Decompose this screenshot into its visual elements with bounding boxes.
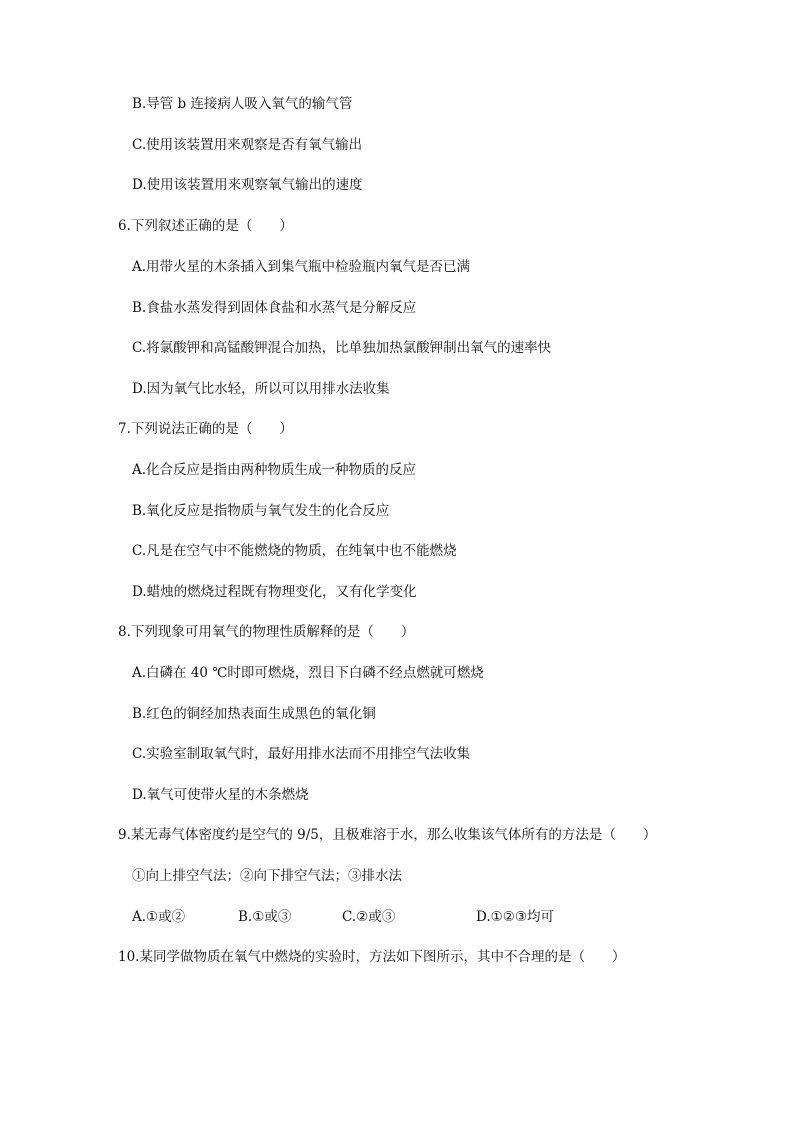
q8-option-b: B.红色的铜经加热表面生成黑色的氧化铜	[132, 706, 376, 722]
q9-stem: 9.某无毒气体密度约是空气的 9/5，且极难溶于水，那么收集该气体所有的方法是（ ）	[118, 827, 657, 843]
q7-stem: 7.下列说法正确的是（ ）	[118, 421, 293, 437]
q9-option-c: C.②或③	[342, 909, 396, 925]
q8-option-c: C.实验室制取氧气时，最好用排水法而不用排空气法收集	[132, 746, 471, 762]
q8-option-a: A.白磷在 40 ℃时即可燃烧，烈日下白磷不经点燃就可燃烧	[132, 665, 484, 681]
q8-option-d: D.氧气可使带火星的木条燃烧	[132, 787, 309, 803]
q5-option-b: B.导管 b 连接病人吸入氧气的输气管	[132, 96, 353, 112]
q6-option-a: A.用带火星的木条插入到集气瓶中检验瓶内氧气是否已满	[132, 259, 471, 275]
q10-stem: 10.某同学做物质在氧气中燃烧的实验时，方法如下图所示，其中不合理的是（ ）	[118, 949, 626, 965]
q5-option-c: C.使用该装置用来观察是否有氧气输出	[132, 137, 363, 153]
q7-option-a: A.化合反应是指由两种物质生成一种物质的反应	[132, 462, 417, 478]
q6-option-c: C.将氯酸钾和高锰酸钾混合加热，比单独加热氯酸钾制出氧气的速率快	[132, 340, 552, 356]
q7-option-c: C.凡是在空气中不能燃烧的物质，在纯氧中也不能燃烧	[132, 543, 457, 559]
q6-option-d: D.因为氧气比水轻，所以可以用排水法收集	[132, 381, 390, 397]
q8-stem: 8.下列现象可用氧气的物理性质解释的是（ ）	[118, 624, 415, 640]
q6-option-b: B.食盐水蒸发得到固体食盐和水蒸气是分解反应	[132, 300, 417, 316]
q9-option-d: D.①②③均可	[476, 909, 554, 925]
q9-option-a: A.①或②	[132, 909, 186, 925]
q5-option-d: D.使用该装置用来观察氧气输出的速度	[132, 177, 363, 193]
q9-methods: ①向上排空气法；②向下排空气法；③排水法	[132, 868, 402, 884]
q9-option-b: B.①或③	[238, 909, 292, 925]
q6-stem: 6.下列叙述正确的是（ ）	[118, 218, 293, 234]
q7-option-d: D.蜡烛的燃烧过程既有物理变化，又有化学变化	[132, 584, 417, 600]
q7-option-b: B.氧化反应是指物质与氧气发生的化合反应	[132, 503, 390, 519]
